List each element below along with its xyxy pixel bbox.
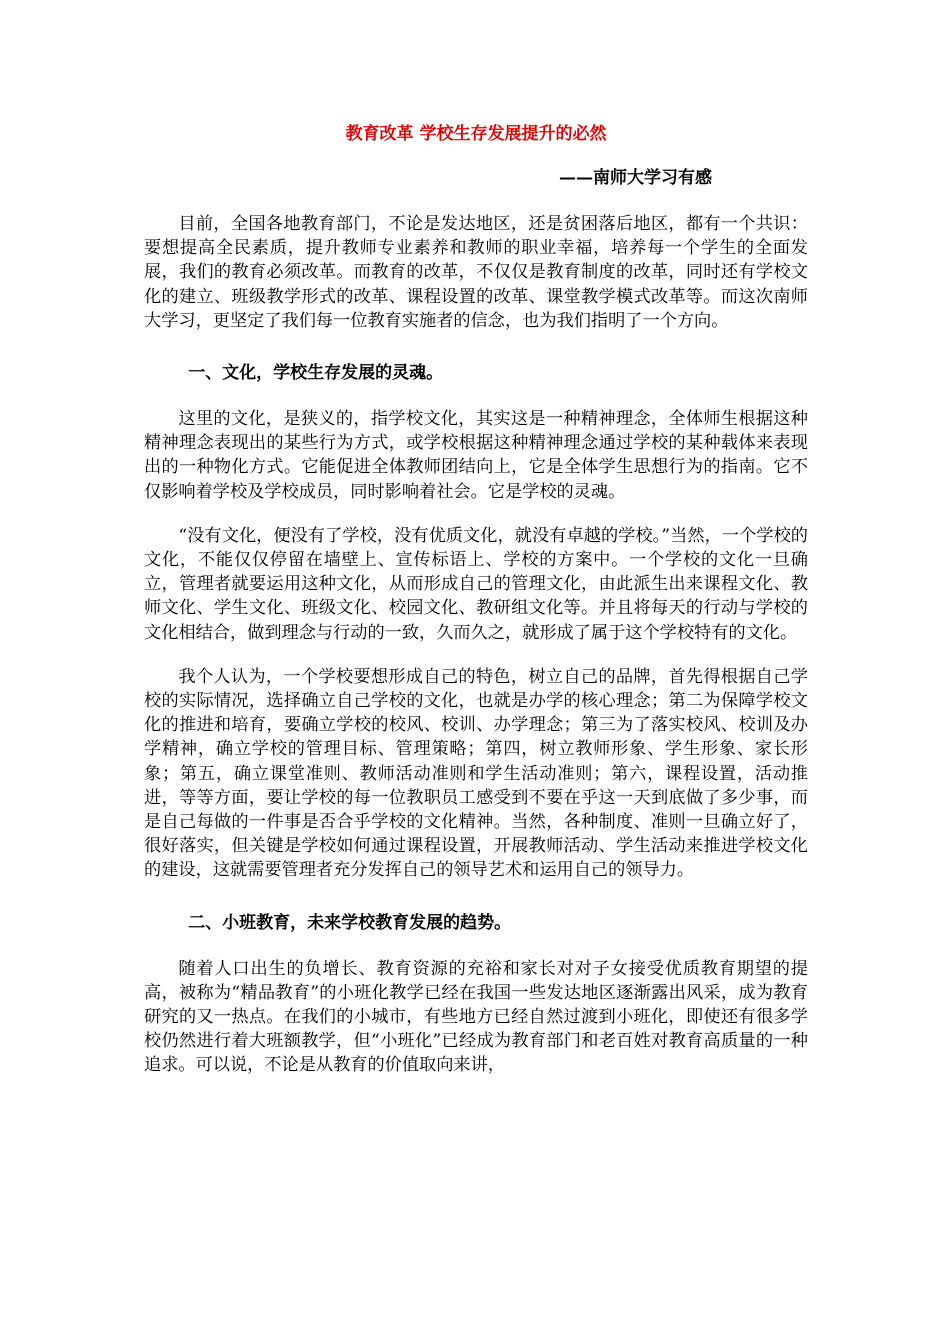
section-1-paragraph-2: “没有文化，便没有了学校，没有优质文化，就没有卓越的学校。”当然，一个学校的文化，不能仅仅停留在墙壁上、宣传标语上、学校的方案中。一个学校的文化一旦确立，管理者就要运用这种文化，从而形成自己的管理文化，由此派生出来课程文化、教师文化、学生文化、班级文化、校园文化、教研组文化等。并且将每天的行动与学校的文化相结合，做到理念与行动的一致，久而久之，就形成了属于这个学校特有的文化。: [144, 525, 808, 643]
section-1-paragraph-3: 我个人认为，一个学校要想形成自己的特色，树立自己的品牌，首先得根据自己学校的实际情况，选择确立自己学校的文化，也就是办学的核心理念；第二为保障学校文化的推进和培育，要确立学校的校风、校训、办学理念；第三为了落实校风、校训及办学精神，确立学校的管理目标、管理策略；第四，树立教师形象、学生形象、家长形象；第五，确立课堂准则、教师活动准则和学生活动准则；第六，课程设置，活动推进，等等方面，要让学校的每一位教职员工感受到不要在乎这一天到底做了多少事，而是自己每做的一件事是否合乎学校的文化精神。当然，各种制度、准则一旦确立好了，很好落实，但关键是学校如何通过课程设置，开展教师活动、学生活动来推进学校文化的建设，这就需要管理者充分发挥自己的领导艺术和运用自己的领导力。: [144, 666, 808, 881]
document-title: 教育改革 学校生存发展提升的必然: [345, 124, 607, 144]
document-page: [144, 120, 808, 1078]
section-2-heading: 二、小班教育，未来学校教育发展的趋势。: [188, 912, 512, 933]
section-2-paragraph-1: 随着人口出生的负增长、教育资源的充裕和家长对对子女接受优质教育期望的提高，被称为“精品教育”的小班化教学已经在我国一些发达地区逐渐露出风采，成为教育研究的又一热点。在我们的小城市，有些地方已经自然过渡到小班化，即使还有很多学校仍然进行着大班额教学，但“小班化”已经成为教育部门和老百姓对教育高质量的一种追求。可以说，不论是从教育的价值取向来讲，: [144, 958, 808, 1076]
document-subtitle: ——南师大学习有感: [559, 168, 712, 188]
section-1-heading: 一、文化，学校生存发展的灵魂。: [188, 363, 444, 384]
intro-paragraph: 目前，全国各地教育部门，不论是发达地区，还是贫困落后地区，都有一个共识：要想提高全民素质，提升教师专业素养和教师的职业幸福，培养每一个学生的全面发展，我们的教育必须改革。而教育的改革，不仅仅是教育制度的改革，同时还有学校文化的建立、班级教学形式的改革、课程设置的改革、课堂教学模式改革等。而这次南师大学习，更坚定了我们每一位教育实施者的信念，也为我们指明了一个方向。: [144, 214, 808, 331]
section-1-paragraph-1: 这里的文化，是狭义的，指学校文化，其实这是一种精神理念，全体师生根据这种精神理念表现出的某些行为方式，或学校根据这种精神理念通过学校的某种载体来表现出的一种物化方式。它能促进全体教师团结向上，它是全体学生思想行为的指南。它不仅影响着学校及学校成员，同时影响着社会。它是学校的灵魂。: [144, 409, 808, 502]
